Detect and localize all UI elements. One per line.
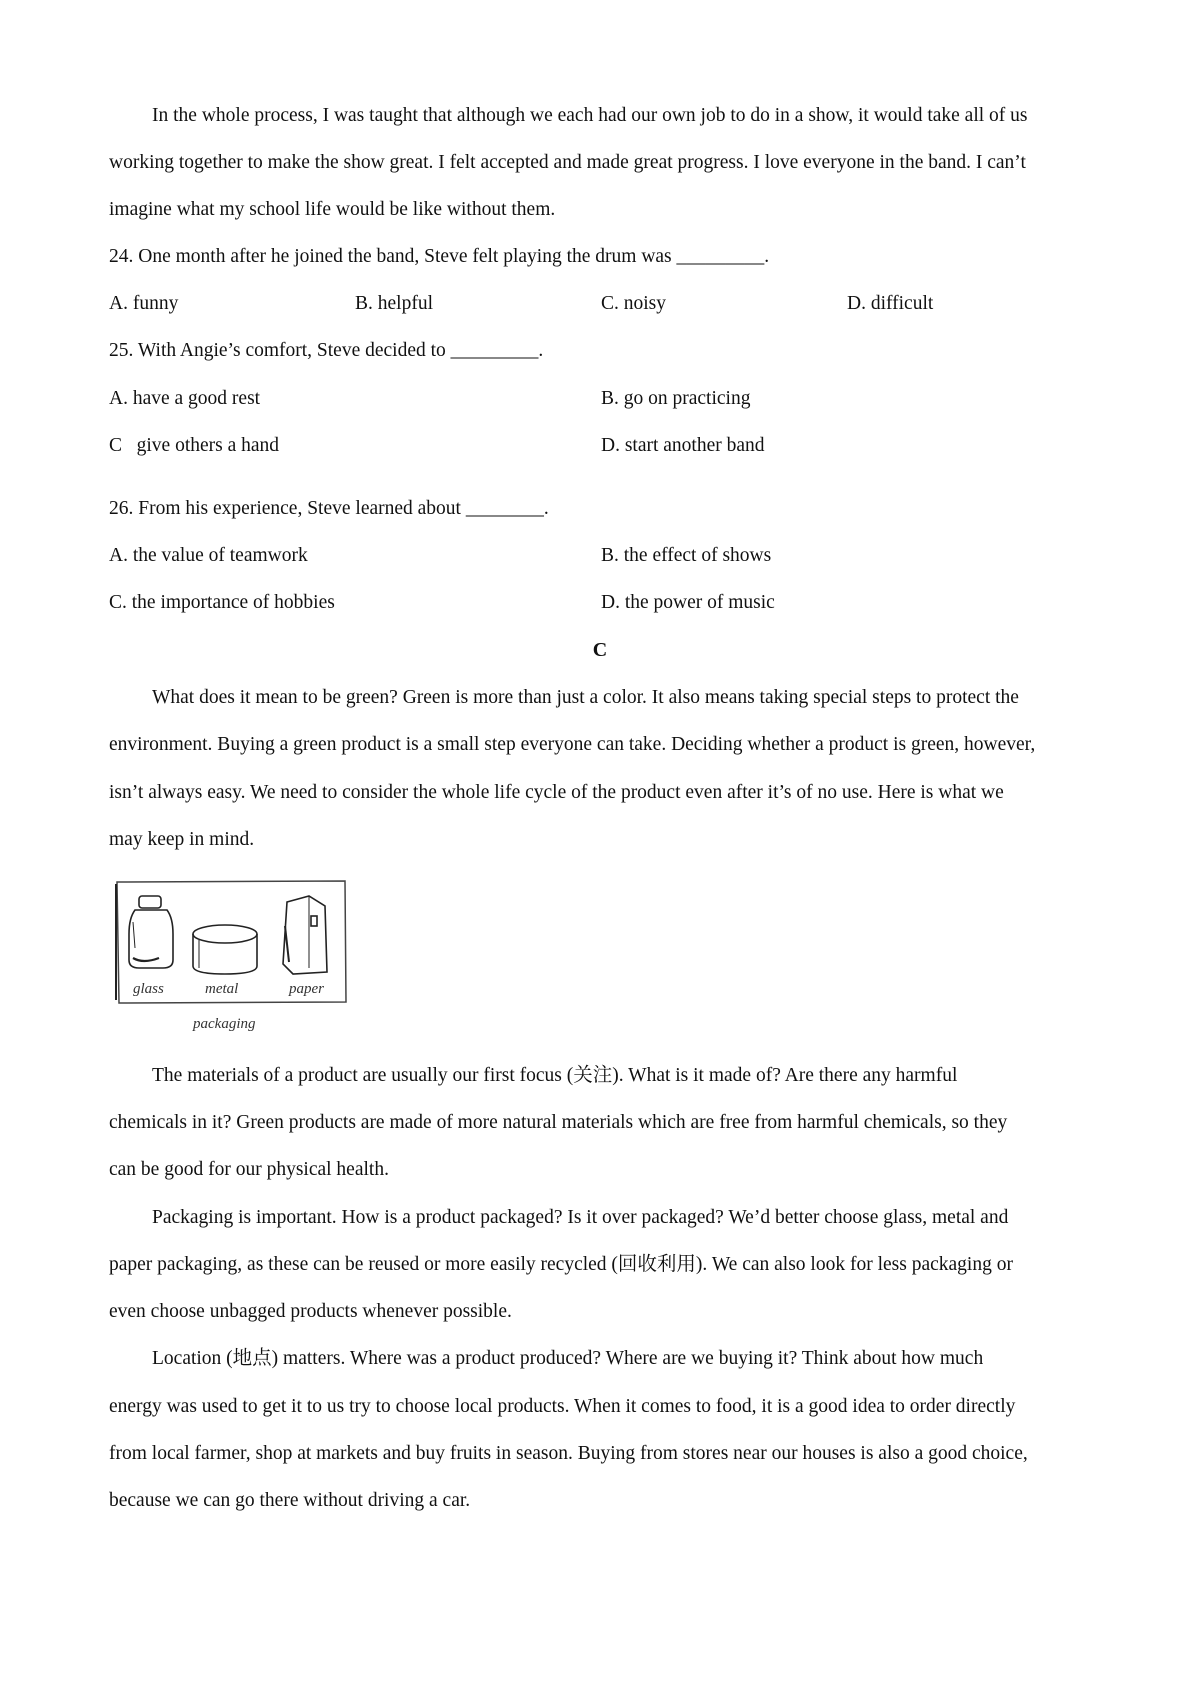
passage-line: Packaging is important. How is a product packaged? Is it over packaged? We’d better choose glass, metal and xyxy=(152,1207,1009,1228)
option-b: B. go on practicing xyxy=(601,388,751,409)
option-a: A. funny xyxy=(109,293,179,314)
figure-label: paper xyxy=(289,981,324,997)
figure-label: metal xyxy=(205,981,239,997)
passage-line: What does it mean to be green? Green is more than just a color. It also means taking special steps to protect the xyxy=(152,687,1019,708)
option-c: C give others a hand xyxy=(109,435,280,456)
option-d: D. difficult xyxy=(847,293,934,314)
passage-line: imagine what my school life would be like without them. xyxy=(109,199,556,220)
passage-line: working together to make the show great. I felt accepted and made great progress. I love everyone in the band. I can’t xyxy=(109,152,1026,173)
option-c: C. the importance of hobbies xyxy=(109,592,335,613)
option-b: B. the effect of shows xyxy=(601,545,772,566)
passage-line: In the whole process, I was taught that although we each had our own job to do in a show, it would take all of us xyxy=(152,105,1028,126)
passage-line: environment. Buying a green product is a small step everyone can take. Deciding whether a product is green, however, xyxy=(109,734,1036,755)
passage-line: paper packaging, as these can be reused or more easily recycled (回收利用). We can also look for less packaging or xyxy=(109,1254,1013,1275)
passage-line: because we can go there without driving a car. xyxy=(109,1490,471,1511)
option-d: D. the power of music xyxy=(601,592,775,613)
passage-line: can be good for our physical health. xyxy=(109,1159,389,1180)
question-stem: 25. With Angie’s comfort, Steve decided to _________. xyxy=(109,340,544,361)
passage-line: even choose unbagged products whenever possible. xyxy=(109,1301,512,1322)
question-stem: 24. One month after he joined the band, Steve felt playing the drum was _________. xyxy=(109,246,770,267)
paper-bag-icon xyxy=(283,896,327,974)
option-a: A. have a good rest xyxy=(109,388,261,409)
figure-caption: packaging xyxy=(193,1016,256,1032)
metal-can-icon xyxy=(193,925,257,974)
passage-line: energy was used to get it to us try to choose local products. When it comes to food, it is a good idea to order directly xyxy=(109,1396,1016,1417)
passage-line: may keep in mind. xyxy=(109,829,255,850)
glass-jar-icon xyxy=(129,896,173,968)
passage-line: chemicals in it? Green products are made of more natural materials which are free from harmful chemicals, so they xyxy=(109,1112,1008,1133)
option-b: B. helpful xyxy=(355,293,433,314)
packaging-illustration xyxy=(113,878,349,1038)
passage-line: isn’t always easy. We need to consider the whole life cycle of the product even after it’s of no use. Here is what we xyxy=(109,782,1004,803)
passage-line: from local farmer, shop at markets and buy fruits in season. Buying from stores near our houses is also a good choice, xyxy=(109,1443,1028,1464)
option-c: C. noisy xyxy=(601,293,667,314)
section-heading: C xyxy=(592,639,608,661)
option-a: A. the value of teamwork xyxy=(109,545,308,566)
passage-line: Location (地点) matters. Where was a product produced? Where are we buying it? Think about how much xyxy=(152,1348,984,1369)
option-d: D. start another band xyxy=(601,435,765,456)
figure-label: glass xyxy=(133,981,164,997)
question-stem: 26. From his experience, Steve learned about ________. xyxy=(109,498,549,519)
passage-line: The materials of a product are usually our first focus (关注). What is it made of? Are there any harmful xyxy=(152,1065,958,1086)
